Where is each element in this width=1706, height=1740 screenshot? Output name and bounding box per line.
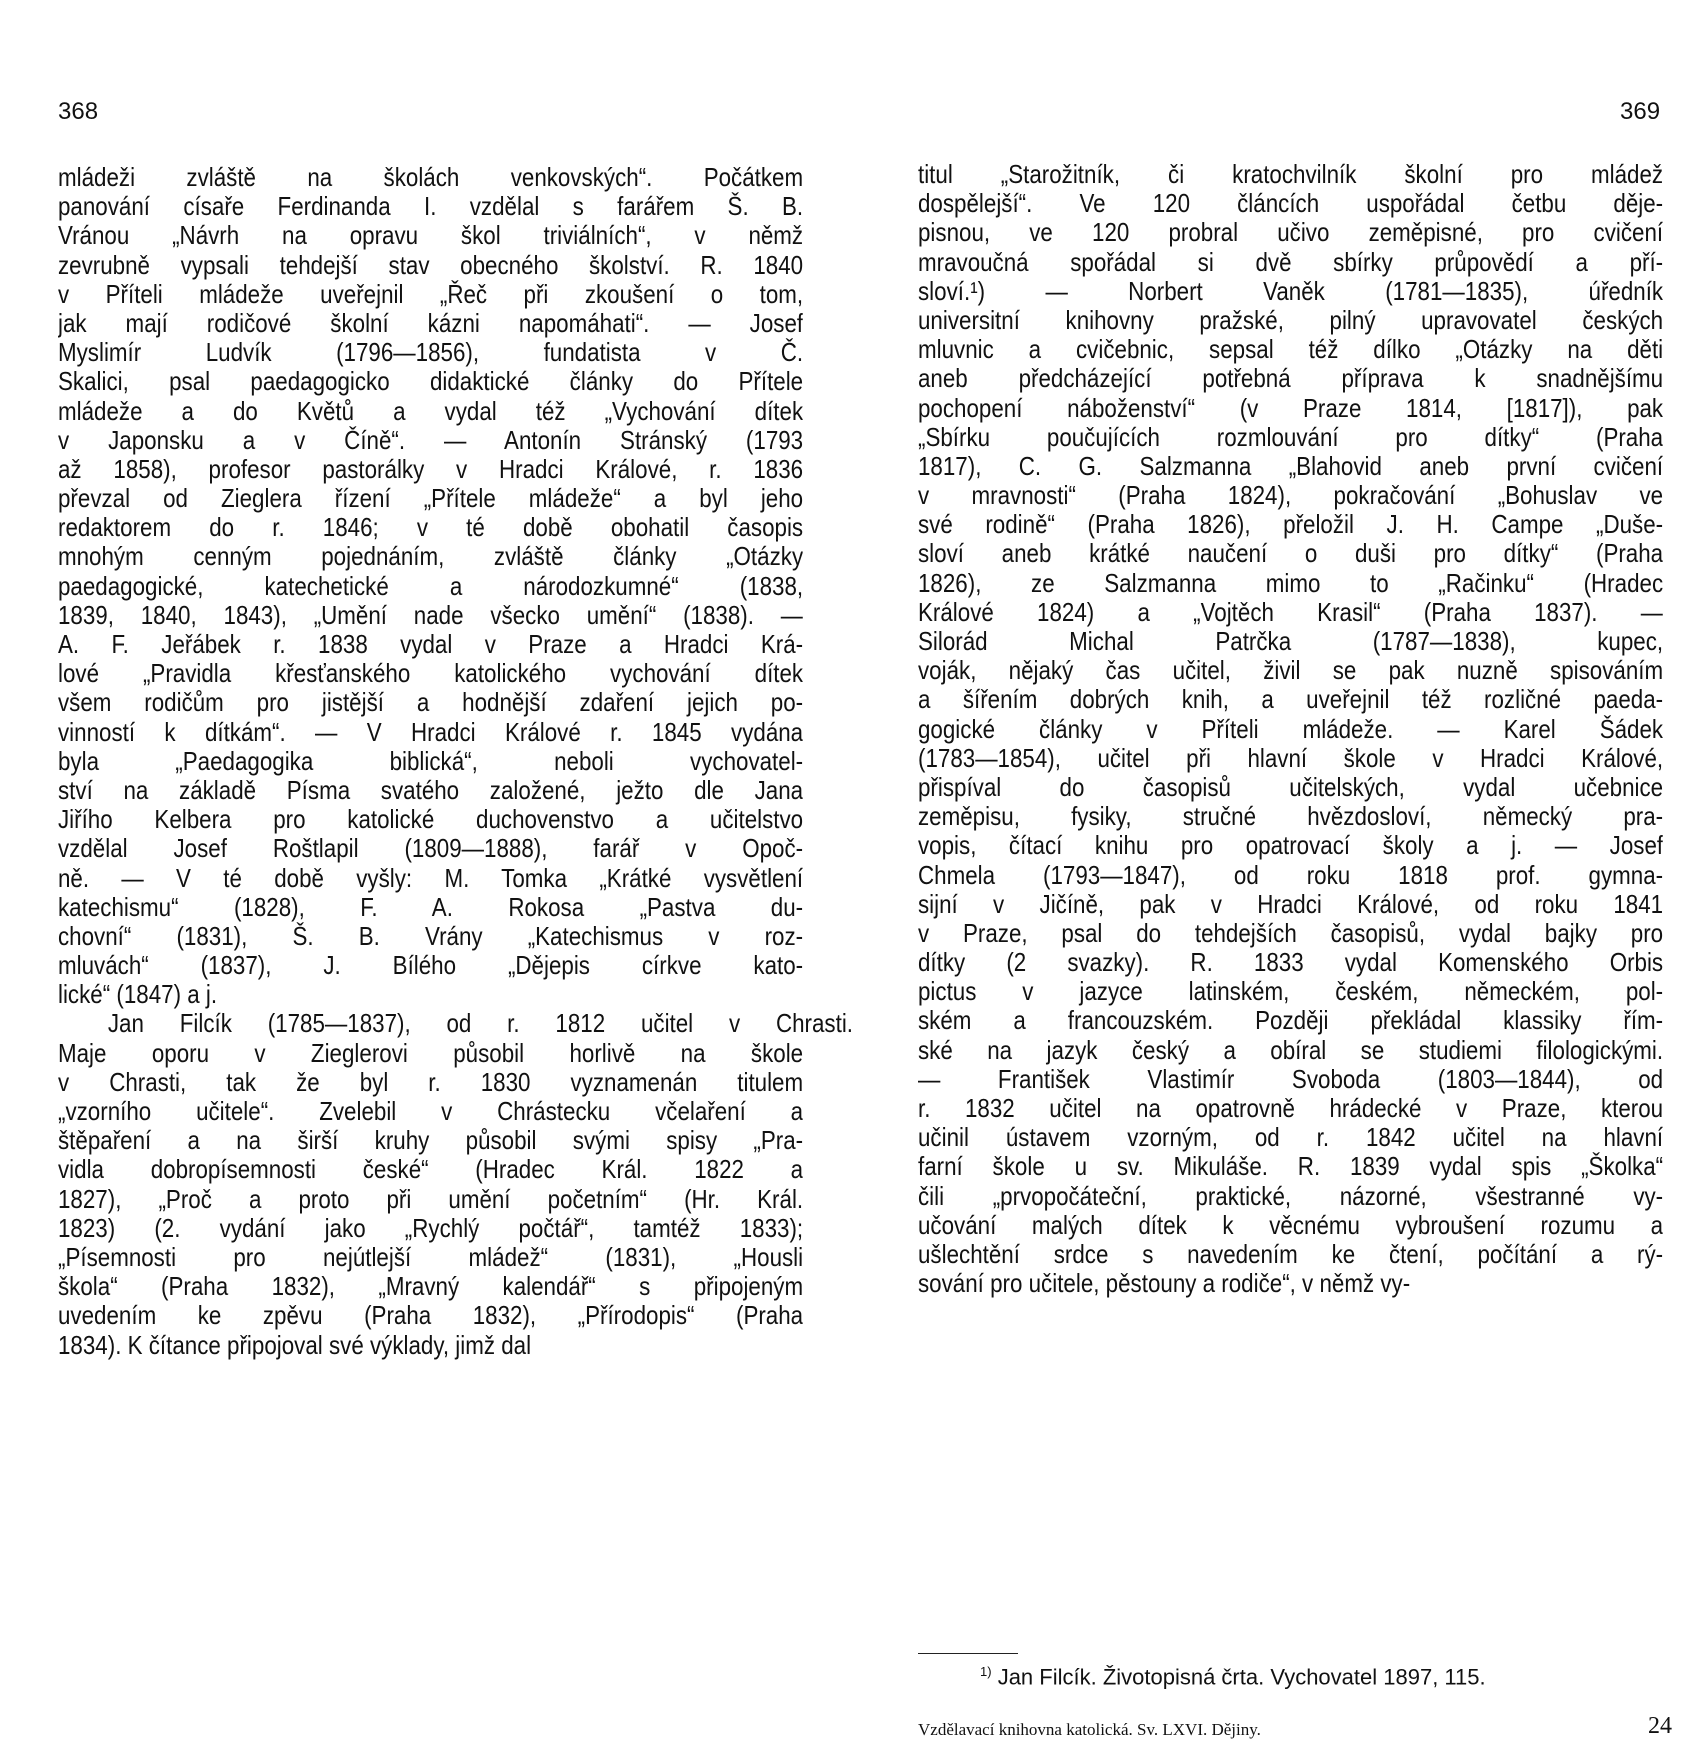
text-line: v mravnosti“ (Praha 1824), pokračování „Bohuslav ve <box>918 481 1664 511</box>
text-line: Maje oporu v Zieglerovi působil horlivě na škole <box>58 1038 804 1068</box>
text-line: převzal od Zieglera řízení „Přítele mládeže“ a byl jeho <box>58 484 804 514</box>
right-page-text <box>918 160 1663 1298</box>
text-line: panování císaře Ferdinanda I. vzdělal s farářem Š. B. <box>58 192 804 222</box>
text-line: 1827), „Proč a proto při umění početním“ (Hr. Král. <box>58 1184 804 1214</box>
text-line: mluvnic a cvičebnic, sepsal též dílko „Otázky na děti <box>918 335 1664 365</box>
text-line: (1783—1854), učitel při hlavní škole v Hradci Králové, <box>918 743 1664 773</box>
text-line: katechismu“ (1828), F. A. Rokosa „Pastva du- <box>58 892 804 922</box>
text-line: Skalici, psal paedagogicko didaktické články do Přítele <box>58 367 804 397</box>
text-line: Silorád Michal Patrčka (1787—1838), kupec, <box>918 627 1664 656</box>
text-line: a šířením dobrých knih, a uveřejnil též rozličné paeda- <box>918 685 1664 715</box>
text-line: přispíval do časopisů učitelských, vydal učebnice <box>918 772 1664 802</box>
footnote-mark: 1) <box>980 1664 992 1679</box>
text-line: Myslimír Ludvík (1796—1856), fundatista v Č. <box>58 338 804 368</box>
text-line: aneb předcházející potřebná příprava k snadnějšímu <box>918 364 1664 394</box>
text-line: farní škole u sv. Mikuláše. R. 1839 vydal spis „Školka“ <box>918 1152 1664 1182</box>
footnote <box>980 1664 1486 1690</box>
text-line: 1826), ze Salzmanna mimo to „Račinku“ (Hradec <box>918 568 1664 598</box>
text-line: v Příteli mládeže uveřejnil „Řeč při zkoušení o tom, <box>58 279 804 309</box>
text-line: 1834). K čítance připojoval své výklady, jimž dal <box>58 1330 532 1360</box>
text-line: vopis, čítací knihu pro opatrovací školy a j. — Josef <box>918 831 1664 861</box>
text-line: universitní knihovny pražské, pilný upravovatel českých <box>918 305 1664 335</box>
text-line: vinností k dítkám“. — V Hradci Králové r. 1845 vydána <box>58 717 804 747</box>
text-line: v Praze, psal do tehdejších časopisů, vydal bajky pro <box>918 918 1664 948</box>
text-line: „vzorního učitele“. Zvelebil v Chrástecku včelaření a <box>58 1097 804 1126</box>
text-line: až 1858), profesor pastorálky v Hradci Králové, r. 1836 <box>58 454 804 484</box>
text-line: gogické články v Příteli mládeže. — Karel Šádek <box>918 714 1664 744</box>
text-line: chovní“ (1831), Š. B. Vrány „Katechismus v roz- <box>58 921 804 951</box>
text-line: ské na jazyk český a obíral se studiemi filologickými. <box>918 1035 1664 1065</box>
text-line: jak mají rodičové školní kázni napomáhati“. — Josef <box>58 308 804 338</box>
text-line: pochopení náboženství“ (v Praze 1814, [1817]), pak <box>918 393 1664 423</box>
page-number-right: 369 <box>1620 98 1661 125</box>
text-line: dospělejší“. Ve 120 článcích uspořádal četbu děje- <box>918 189 1664 219</box>
text-line: „Sbírku poučujících rozmlouvání pro dítky“ (Praha <box>918 422 1664 452</box>
text-line: mládeži zvláště na školách venkovských“. Počátkem <box>58 163 804 192</box>
text-line: ně. — V té době vyšly: M. Tomka „Krátké vysvětlení <box>58 863 804 893</box>
text-line: ském a francouzském. Později překládal klassiky řím- <box>918 1006 1664 1036</box>
text-line: své rodině“ (Praha 1826), přeložil J. H. Campe „Duše- <box>918 510 1664 540</box>
footnote-rule <box>918 1653 1018 1654</box>
text-line: mravoučná spořádal si dvě sbírky průpovědí a pří- <box>918 247 1664 277</box>
text-line: Chmela (1793—1847), od roku 1818 prof. gymna- <box>918 860 1664 890</box>
text-line: všem rodičům pro jistější a hodnější zdaření jejich po- <box>58 688 804 718</box>
text-line: ušlechtění srdce s navedením ke čtení, počítání a rý- <box>918 1239 1664 1269</box>
text-line: zevrubně vypsali tehdejší stav obecného školství. R. 1840 <box>58 250 804 280</box>
text-line: 1839, 1840, 1843), „Umění nade všecko umění“ (1838). — <box>58 600 804 630</box>
text-line: zeměpisu, fysiky, stručné hvězdosloví, německý pra- <box>918 802 1664 832</box>
signature-number: 24 <box>1648 1713 1672 1739</box>
text-line: vidla dobropísemnosti české“ (Hradec Král. 1822 a <box>58 1155 804 1185</box>
text-line: mládeže a do Květů a vydal též „Vychování dítek <box>58 396 804 426</box>
text-line: v Chrasti, tak že byl r. 1830 vyznamenán titulem <box>58 1067 804 1097</box>
text-line: v Japonsku a v Číně“. — Antonín Stránský (1793 <box>58 425 804 455</box>
text-line: učinil ústavem vzorným, od r. 1842 učitel na hlavní <box>918 1123 1664 1153</box>
text-line: lové „Pravidla křesťanského katolického vychování dítek <box>58 659 804 689</box>
page-number-left: 368 <box>58 98 99 125</box>
text-line: lické“ (1847) a j. <box>58 980 218 1010</box>
text-line: vzdělal Josef Roštlapil (1809—1888), farář v Opoč- <box>58 834 804 864</box>
text-line: štěpaření a na širší kruhy působil svými spisy „Pra- <box>58 1126 804 1156</box>
text-line: sijní v Jičíně, pak v Hradci Králové, od roku 1841 <box>918 889 1664 919</box>
left-page-text <box>58 163 854 1360</box>
text-line: ství na základě Písma svatého založené, ježto dle Jana <box>58 775 804 805</box>
text-line: mluvách“ (1837), J. Bílého „Dějepis církve kato- <box>58 951 804 981</box>
text-line: voják, nějaký čas učitel, živil se pak nuzně spisováním <box>918 656 1664 686</box>
footnote-text: Jan Filcík. Životopisná črta. Vychovatel 1897, 115. <box>997 1664 1486 1690</box>
text-line: 1823) (2. vydání jako „Rychlý počtář“, tamtéž 1833); <box>58 1213 804 1243</box>
text-line: škola“ (Praha 1832), „Mravný kalendář“ s připojeným <box>58 1272 804 1302</box>
text-line: pictus v jazyce latinském, českém, německém, pol- <box>918 977 1664 1007</box>
text-line: Vránou „Návrh na opravu škol triviálních“, v němž <box>58 221 804 251</box>
text-line: „Písemnosti pro nejútlejší mládež“ (1831), „Housli <box>58 1242 804 1272</box>
text-line: r. 1832 učitel na opatrovně hrádecké v Praze, kterou <box>918 1094 1664 1123</box>
text-line: titul „Starožitník, či kratochvilník školní pro mládež <box>918 160 1664 189</box>
text-line: sloví.¹) — Norbert Vaněk (1781—1835), úředník <box>918 276 1664 306</box>
text-line: pisnou, ve 120 probral učivo zeměpisné, pro cvičení <box>918 218 1664 248</box>
text-line: paedagogické, katechetické a národozkumné“ (1838, <box>58 571 804 601</box>
text-line: Jiřího Kelbera pro katolické duchovenstvo a učitelstvo <box>58 805 804 835</box>
text-line: A. F. Jeřábek r. 1838 vydal v Praze a Hradci Krá- <box>58 630 804 659</box>
text-line: Jan Filcík (1785—1837), od r. 1812 učitel v Chrasti. <box>107 1009 854 1039</box>
text-line: redaktorem do r. 1846; v té době obohatil časopis <box>58 513 804 543</box>
text-line: čili „prvopočáteční, praktické, názorné, všestranné vy- <box>918 1181 1664 1211</box>
text-line: dítky (2 svazky). R. 1833 vydal Komenského Orbis <box>918 948 1664 978</box>
text-line: Králové 1824) a „Vojtěch Krasil“ (Praha 1837). — <box>918 597 1664 627</box>
text-line: mnohým cenným pojednáním, zvláště články „Otázky <box>58 542 804 572</box>
text-line: byla „Paedagogika biblická“, neboli vychovatel- <box>58 746 804 776</box>
signature-line: Vzdělavací knihovna katolická. Sv. LXVI. Dějiny. <box>918 1720 1261 1739</box>
text-line: — František Vlastimír Svoboda (1803—1844), od <box>918 1064 1664 1094</box>
text-line: uvedením ke zpěvu (Praha 1832), „Přírodopis“ (Praha <box>58 1301 804 1331</box>
text-line: sování pro učitele, pěstouny a rodiče“, v němž vy- <box>918 1269 1411 1299</box>
text-line: sloví aneb krátké naučení o duši pro dítky“ (Praha <box>918 539 1664 569</box>
text-line: učování malých dítek k věcnému vybroušení rozumu a <box>918 1210 1664 1240</box>
text-line: 1817), C. G. Salzmanna „Blahovid aneb první cvičení <box>918 451 1664 481</box>
